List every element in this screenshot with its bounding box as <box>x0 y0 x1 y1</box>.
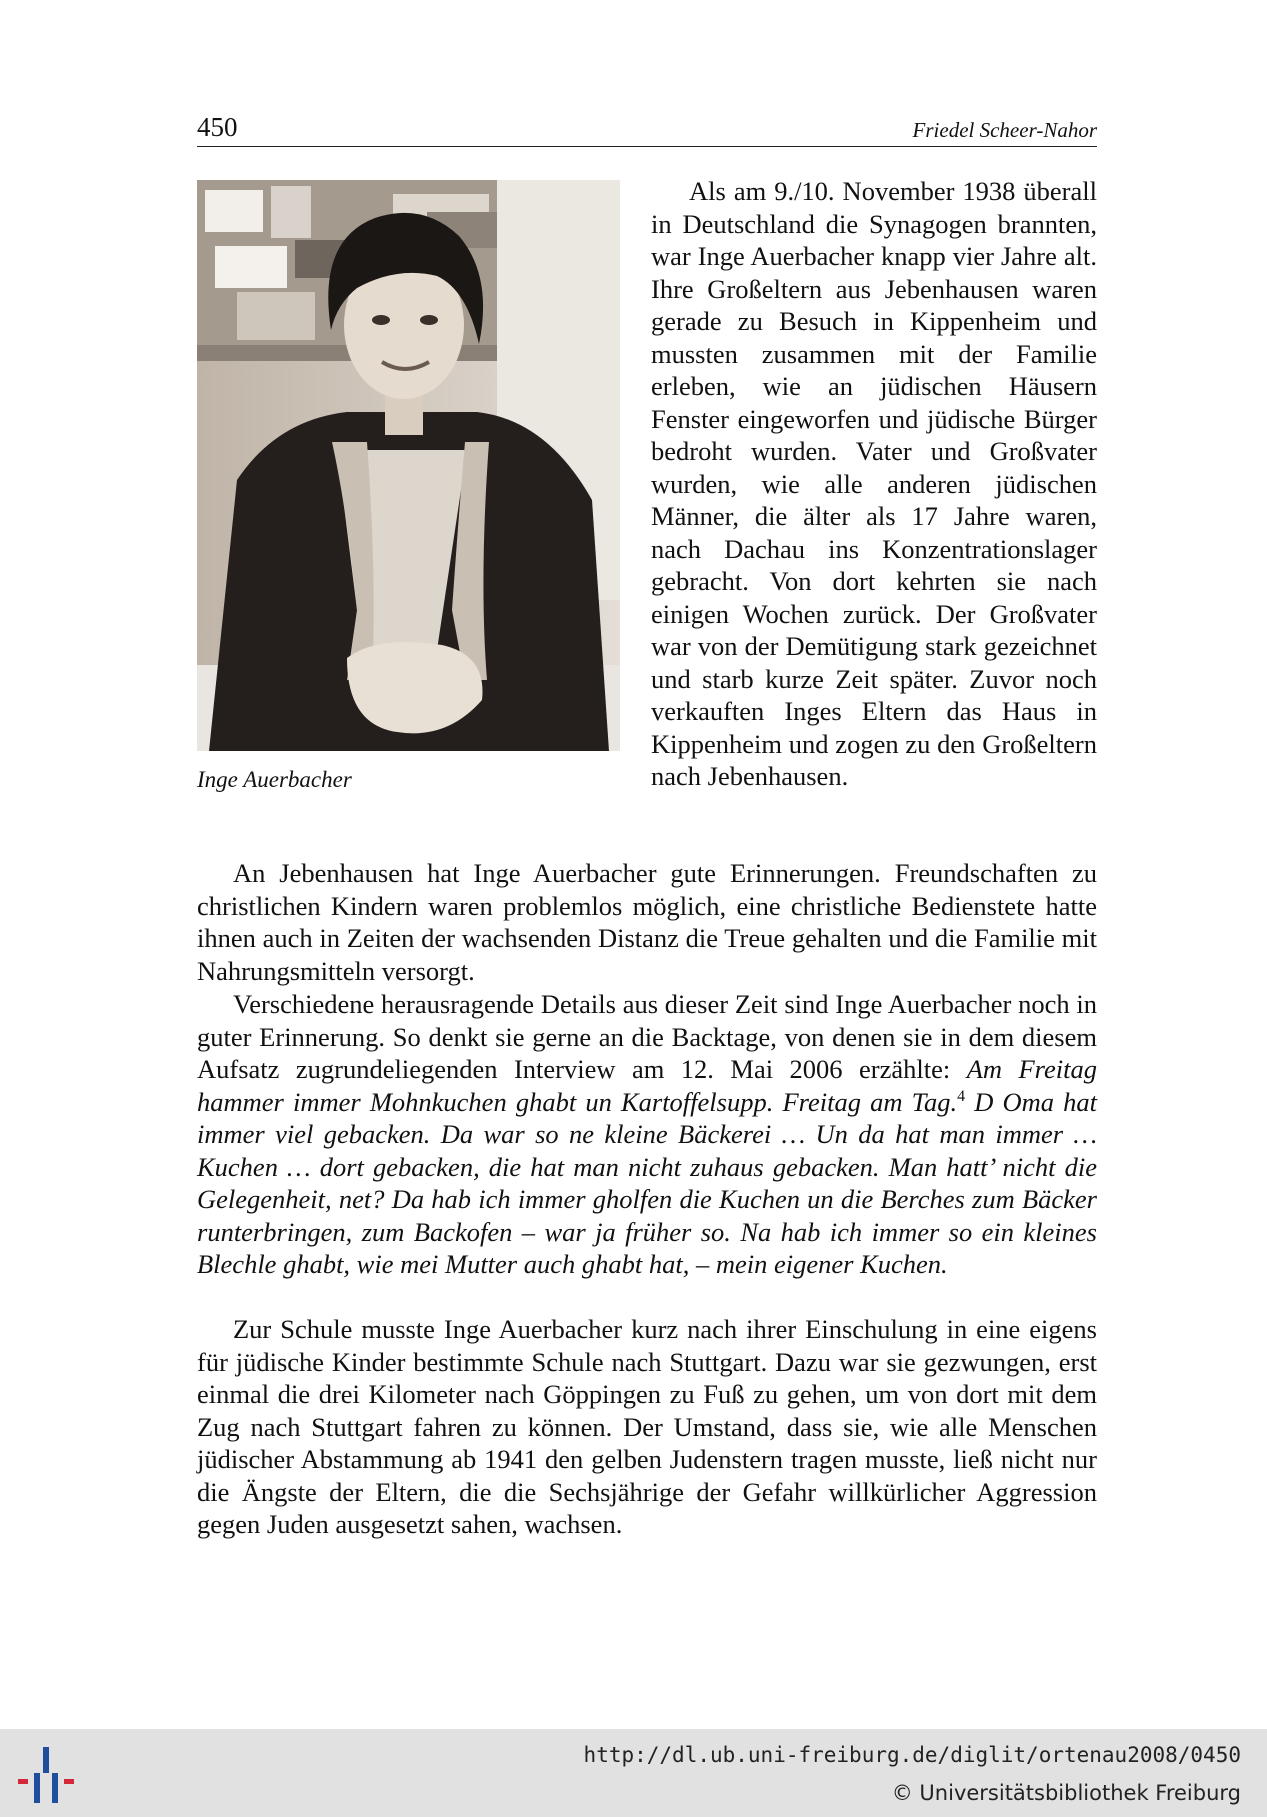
paragraph-3-intro: Verschiedene herausragende Details aus dieser Zeit sind Inge Auerbacher noch in guter Erinnerung. So denkt sie gerne an die Backtage, von denen sie in dem diesem Aufsatz zugrundeliegenden Interview am 12. Mai 2006 erzählte: <box>197 989 1097 1084</box>
paragraph-2: An Jebenhausen hat Inge Auerbacher gute Erinnerungen. Freundschaften zu christlichen Kindern waren problemlos möglich, eine christliche Bedienstete hatte ihnen auch in Zeiten der wachsenden Distanz die Treue gehalten und die Familie mit Nahrungsmitteln versorgt. <box>197 858 1097 986</box>
running-head: Friedel Scheer-Nahor <box>912 118 1097 142</box>
interview-quote-part-1: Am Freitag hammer immer Mohnkuchen ghabt un Kartoffelsupp. Freitag am Tag. <box>197 1054 1097 1117</box>
ub-freiburg-logo-icon <box>14 1743 78 1807</box>
footer-url-link[interactable]: http://dl.ub.uni-freiburg.de/diglit/ortenau2008/0450 <box>583 1743 1241 1767</box>
footer-copyright: © Universitätsbibliothek Freiburg <box>891 1781 1241 1805</box>
footnote-marker[interactable]: 4 <box>957 1087 966 1105</box>
page-header <box>197 108 1097 147</box>
portrait-photo <box>197 180 620 751</box>
page-number: 450 <box>197 112 238 142</box>
interview-quote-part-2: D Oma hat immer viel gebacken. Da war so ne kleine Bäckerei … Un da hat man immer … Kuchen … dort gebacken, die hat man nicht zuhaus gebacken. Man hatt’ nicht die Gelegenheit, net? Da hab ich immer gholfen die Kuchen un die Berches zum Bäcker runterbringen, zum Backofen – war ja früher so. Na hab ich immer so ein kleines Blechle ghabt, wie mei Mutter auch ghabt hat, – mein eigener Kuchen. <box>197 1086 1097 1279</box>
footer-bar <box>0 1729 1267 1817</box>
photo-caption: Inge Auerbacher <box>197 767 352 792</box>
paragraph-4: Zur Schule musste Inge Auerbacher kurz nach ihrer Einschulung in eine eigens für jüdische Kinder bestimmte Schule nach Stuttgart. Dazu war sie gezwungen, erst einmal die drei Kilometer nach Göppingen zu Fuß zu gehen, um von dort mit dem Zug nach Stuttgart fahren zu können. Der Umstand, dass sie, wie alle Menschen jüdischer Abstammung ab 1941 den gelben Judenstern tragen musste, ließ nicht nur die Ängste der Eltern, die die Sechsjährige der Gefahr willkürlicher Aggression gegen Juden ausgesetzt sahen, wachsen. <box>197 1314 1097 1539</box>
paragraph-3 <box>197 988 1097 1281</box>
paragraph-1: Als am 9./10. November 1938 überall in Deutschland die Synagogen brannten, war Inge Auerbacher knapp vier Jahre alt. Ihre Großeltern aus Jebenhausen waren gerade zu Besuch in Kippenheim und mussten zusammen mit der Familie erleben, wie an jüdischen Häusern Fenster eingeworfen und jüdische Bürger bedroht wurden. Vater und Großvater wurden, wie alle anderen jüdischen Männer, die älter als 17 Jahre waren, nach Dachau ins Konzentrationslager gebracht. Von dort kehrten sie nach einigen Wochen zurück. Der Großvater war von der Demütigung stark gezeichnet und starb kurze Zeit später. Zuvor noch verkauften Inges Eltern das Haus in Kippenheim und zogen zu den Großeltern nach Jebenhausen. <box>651 176 1097 791</box>
